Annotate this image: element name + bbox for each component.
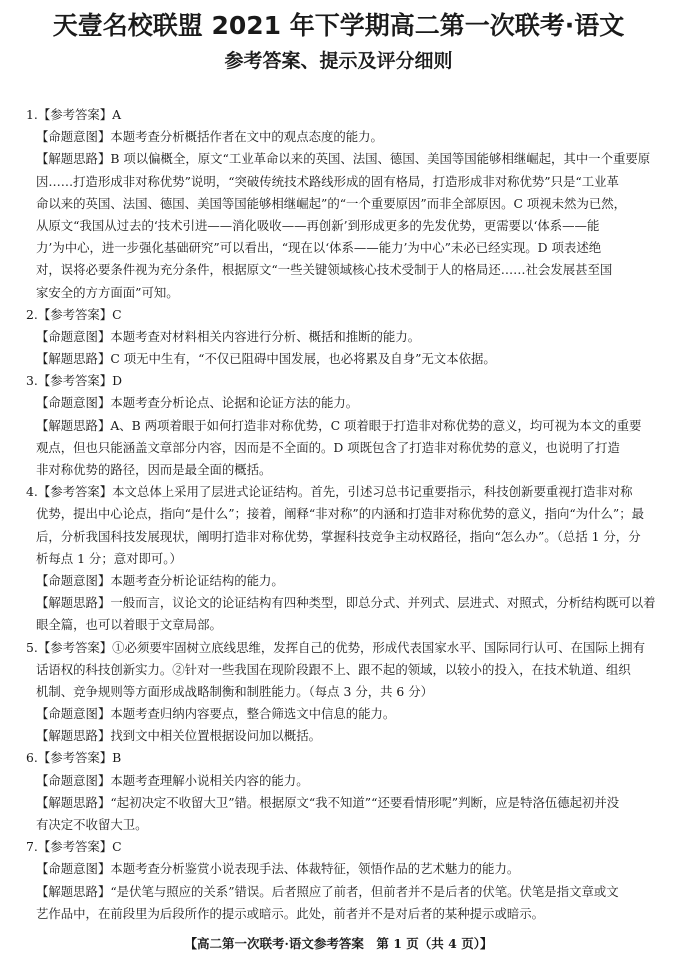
text-line: 【命题意图】本题考查分析概括作者在文中的观点态度的能力。 [36,129,383,145]
text-line: 【解题思路】A、B 两项着眼于如何打造非对称优势，C 项着眼于打造非对称优势的意义，均可视为本文的重要 [36,417,642,433]
text-line: 艺作品中，在前段里为后段所作的提示或暗示。此处，前者并不是对后者的某种提示或暗示。 [36,905,545,921]
text-line: 眼全篇，也可以着眼于文章局部。 [36,617,222,633]
document-title: 天壹名校联盟 2021 年下学期高二第一次联考·语文 [52,11,625,40]
text-line: 4.【参考答案】本文总体上采用了层进式论证结构。首先，引述习总书记重要指示，科技创新要重视打造非对称 [26,484,633,500]
text-line: 因……打造形成非对称优势”说明，“突破传统技术路线形成的固有格局，打造形成非对称优势”只是“工业革 [36,173,619,189]
text-line: 【命题意图】本题考查对材料相关内容进行分析、概括和推断的能力。 [36,328,421,344]
text-line: 【命题意图】本题考查分析鉴赏小说表现手法、体裁特征，领悟作品的艺术魅力的能力。 [36,861,520,877]
text-line: 【解题思路】一般而言，议论文的论证结构有四种类型，即总分式、并列式、层进式、对照式，分析结构既可以着 [36,595,656,611]
text-line: 优势，提出中心论点，指向“是什么”；接着，阐释“非对称”的内涵和打造非对称优势的意义，指向“为什么”；最 [36,506,644,522]
answer-content [26,104,656,925]
text-line: 命以来的英国、法国、德国、美国等国能够相继崛起”的“一个重要原因”而非全部原因。C 项视未然为已然， [36,195,626,211]
text-line: 析每点 1 分；意对即可。） [36,550,182,566]
page-footer: 【高二第一次联考·语文参考答案 第 1 页（共 4 页）】 [184,936,493,951]
text-line: 【命题意图】本题考查理解小说相关内容的能力。 [36,772,309,788]
text-line: 【命题意图】本题考查分析论点、论据和论证方法的能力。 [36,395,359,411]
text-line: 机制、竞争规则等方面形成战略制衡和制胜能力。（每点 3 分，共 6 分） [36,683,434,699]
text-line: 【命题意图】本题考查归纳内容要点，整合筛选文中信息的能力。 [36,706,396,722]
text-line: 家安全的方方面面”可知。 [36,284,179,300]
text-line: 从原文“我国从过去的‘技术引进——消化吸收——再创新’到形成更多的先发优势，更需要以‘体系——能 [36,217,600,233]
text-line: 后，分析我国科技发展现状，阐明打造非对称优势，掌握科技竞争主动权路径，指向“怎么办”。（总括 1 分，分 [36,528,641,544]
text-line: 对，误将必要条件视为充分条件，根据原文“一些关键领域核心技术受制于人的格局还……社会发展甚至国 [36,262,613,278]
text-line: 【解题思路】B 项以偏概全，原文“工业革命以来的英国、法国、德国、美国等国能够相继崛起，其中一个重要原 [36,151,651,167]
text-line: 观点，但也只能涵盖文章部分内容，因而是不全面的。D 项既包含了打造非对称优势的意义，也说明了打造 [36,439,620,455]
text-line: 【命题意图】本题考查分析论证结构的能力。 [36,572,284,588]
text-line: 7.【参考答案】C [26,839,122,855]
text-line: 有决定不收留大卫。 [36,817,148,832]
text-line: 【解题思路】“起初决定不收留大卫”错。根据原文“我不知道”“还要看情形呢”判断，应是特洛伍德起初并没 [36,794,620,810]
text-line: 非对称优势的路径，因而是最全面的概括。 [36,462,272,477]
text-line: 3.【参考答案】D [26,373,123,389]
document-subtitle: 参考答案、提示及评分细则 [224,50,453,72]
text-line: 【解题思路】“是伏笔与照应的关系”错误。后者照应了前者，但前者并不是后者的伏笔。伏笔是指文章或文 [36,883,619,899]
text-line: 【解题思路】找到文中相关位置根据设问加以概括。 [36,728,321,744]
text-line: 1.【参考答案】A [26,107,122,122]
text-line: 力’为中心，进一步强化基础研究”可以看出，“现在以‘体系——能力’为中心”未必已经实现。D 项表述绝 [36,240,602,256]
text-line: 话语权的科技创新实力。②针对一些我国在现阶段跟不上、跟不起的领域，以较小的投入，在技术轨道、组织 [36,661,631,677]
text-line: 【解题思路】C 项无中生有，“不仅已阻碍中国发展，也必将累及自身”无文本依据。 [36,351,496,367]
text-line: 5.【参考答案】①必须要牢固树立底线思维，发挥自己的优势，形成代表国家水平、国际同行认可、在国际上拥有 [26,639,645,655]
text-line: 2.【参考答案】C [26,306,122,322]
text-line: 6.【参考答案】B [26,750,122,766]
